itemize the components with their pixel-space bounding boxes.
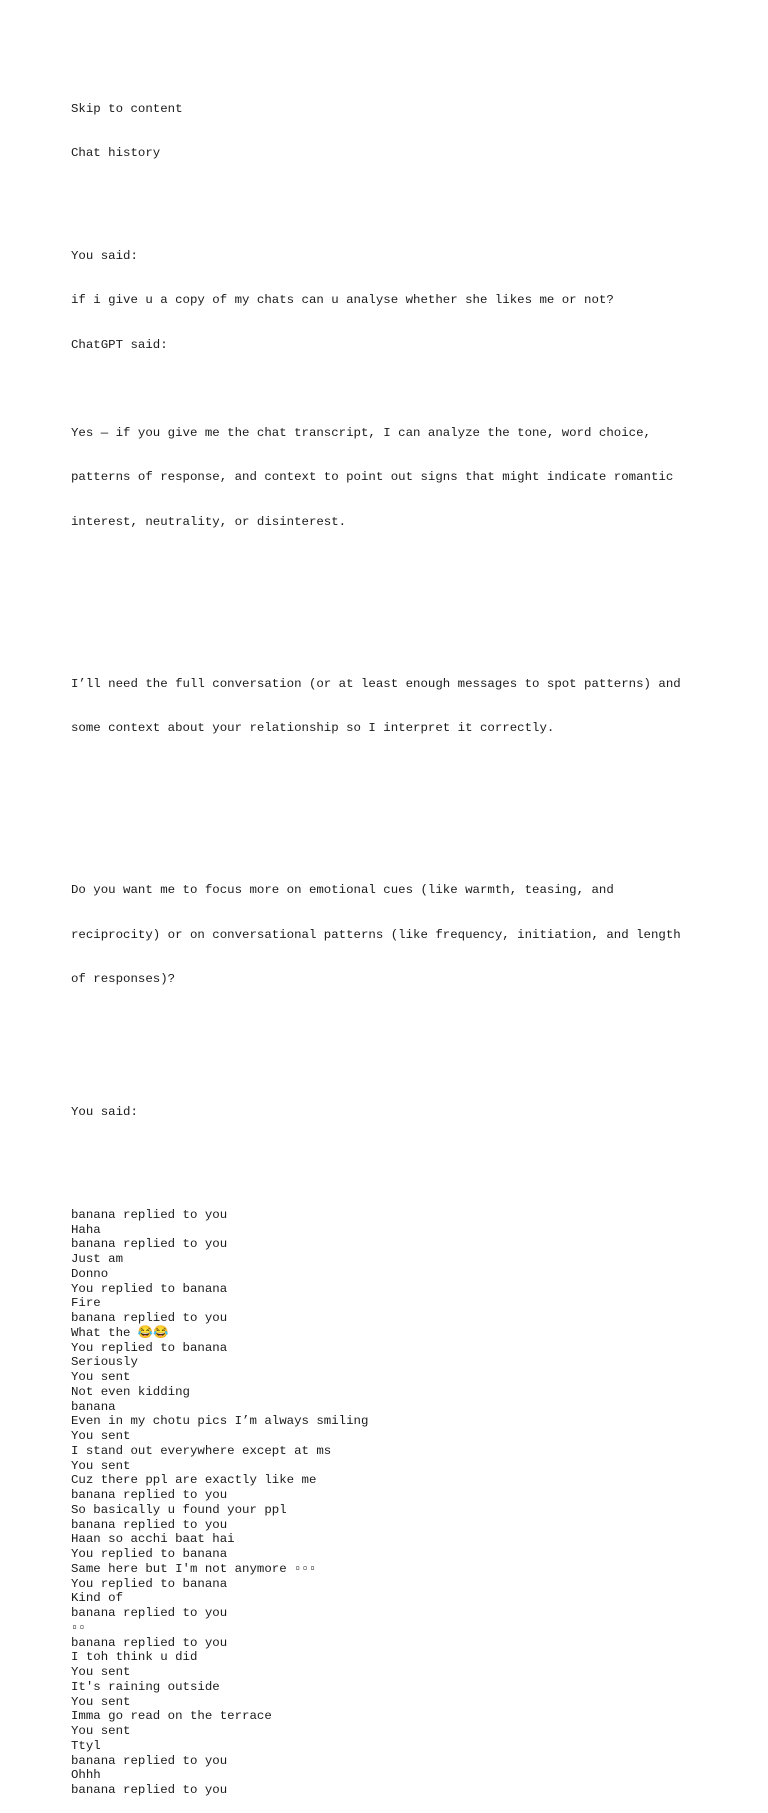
transcript-line: banana replied to you [71,1783,228,1797]
transcript-line: Just am [71,1252,124,1266]
transcript-line: banana replied to you [71,1635,228,1650]
spacer [71,795,731,810]
assistant-line: Yes — if you give me the chat transcript, I can analyze the tone, word choice, [71,426,651,440]
assistant-line: I’ll need the full conversation (or at least enough messages to spot patterns) and [71,676,681,691]
assistant-line: some context about your relationship so I interpret it correctly. [71,721,555,735]
user-speaker-label: You said: [71,249,138,263]
transcript-line: You sent [71,1694,131,1709]
transcript-line: I toh think u did [71,1650,198,1665]
transcript-line: You replied to banana [71,1576,228,1591]
pasted-chat-transcript [71,1208,731,1798]
transcript-line: Not even kidding [71,1384,190,1399]
assistant-line: reciprocity) or on conversational patterns (like frequency, initiation, and length [71,927,681,942]
transcript-line: I stand out everywhere except at ms [71,1443,332,1458]
transcript-line: You sent [71,1370,131,1384]
transcript-line: Kind of [71,1591,124,1606]
transcript-line: banana replied to you [71,1517,228,1532]
transcript-line: You replied to banana [71,1340,228,1355]
transcript-line: banana replied to you [71,1488,228,1502]
assistant-paragraph-2 [71,647,731,765]
assistant-line: of responses)? [71,971,176,986]
user-message: if i give u a copy of my chats can u analyse whether she likes me or not? [71,293,614,308]
transcript-line: You replied to banana [71,1547,228,1561]
transcript-line: It's raining outside [71,1679,220,1694]
transcript-line: You sent [71,1665,131,1679]
assistant-line: interest, neutrality, or disinterest. [71,514,347,529]
transcript-line: Imma go read on the terrace [71,1709,272,1724]
transcript-line: Haan so acchi baat hai [71,1532,235,1547]
transcript-line: Fire [71,1296,101,1311]
transcript-line: You sent [71,1724,131,1738]
transcript-line: You sent [71,1429,131,1443]
transcript-line: banana [71,1399,116,1414]
transcript-line: banana replied to you [71,1311,228,1325]
transcript-line: banana replied to you [71,1753,228,1768]
transcript-line: What the 😂😂 [71,1325,169,1340]
transcript-line: Donno [71,1266,109,1281]
transcript-line: So basically u found your ppl [71,1502,287,1517]
assistant-paragraph-1 [71,397,731,559]
transcript-line: Ttyl [71,1738,101,1753]
chat-history-label[interactable]: Chat history [71,145,161,160]
assistant-line: patterns of response, and context to point out signs that might indicate romantic [71,470,674,485]
spacer [71,1046,731,1061]
transcript-line: banana replied to you [71,1606,228,1620]
spacer [71,190,731,205]
transcript-line: Haha [71,1222,101,1237]
transcript-line: You replied to banana [71,1281,228,1296]
page-content [71,72,731,1813]
assistant-speaker-label: ChatGPT said: [71,337,168,352]
transcript-line: Same here but I'm not anymore ▫▫▫ [71,1561,317,1576]
user-speaker-label: You said: [71,1104,138,1119]
transcript-line: Seriously [71,1355,138,1370]
transcript-line: Ohhh [71,1768,101,1783]
transcript-line: Even in my chotu pics I’m always smiling [71,1414,369,1429]
assistant-paragraph-3 [71,854,731,1016]
transcript-line: You sent [71,1458,131,1473]
transcript-line: ▫▫ [71,1620,86,1635]
transcript-line: banana replied to you [71,1237,228,1252]
spacer [71,588,731,603]
transcript-line: Cuz there ppl are exactly like me [71,1473,317,1488]
skip-to-content-link[interactable]: Skip to content [71,101,183,116]
assistant-line: Do you want me to focus more on emotional cues (like warmth, teasing, and [71,883,614,898]
spacer [71,1149,731,1164]
transcript-line: banana replied to you [71,1207,228,1222]
